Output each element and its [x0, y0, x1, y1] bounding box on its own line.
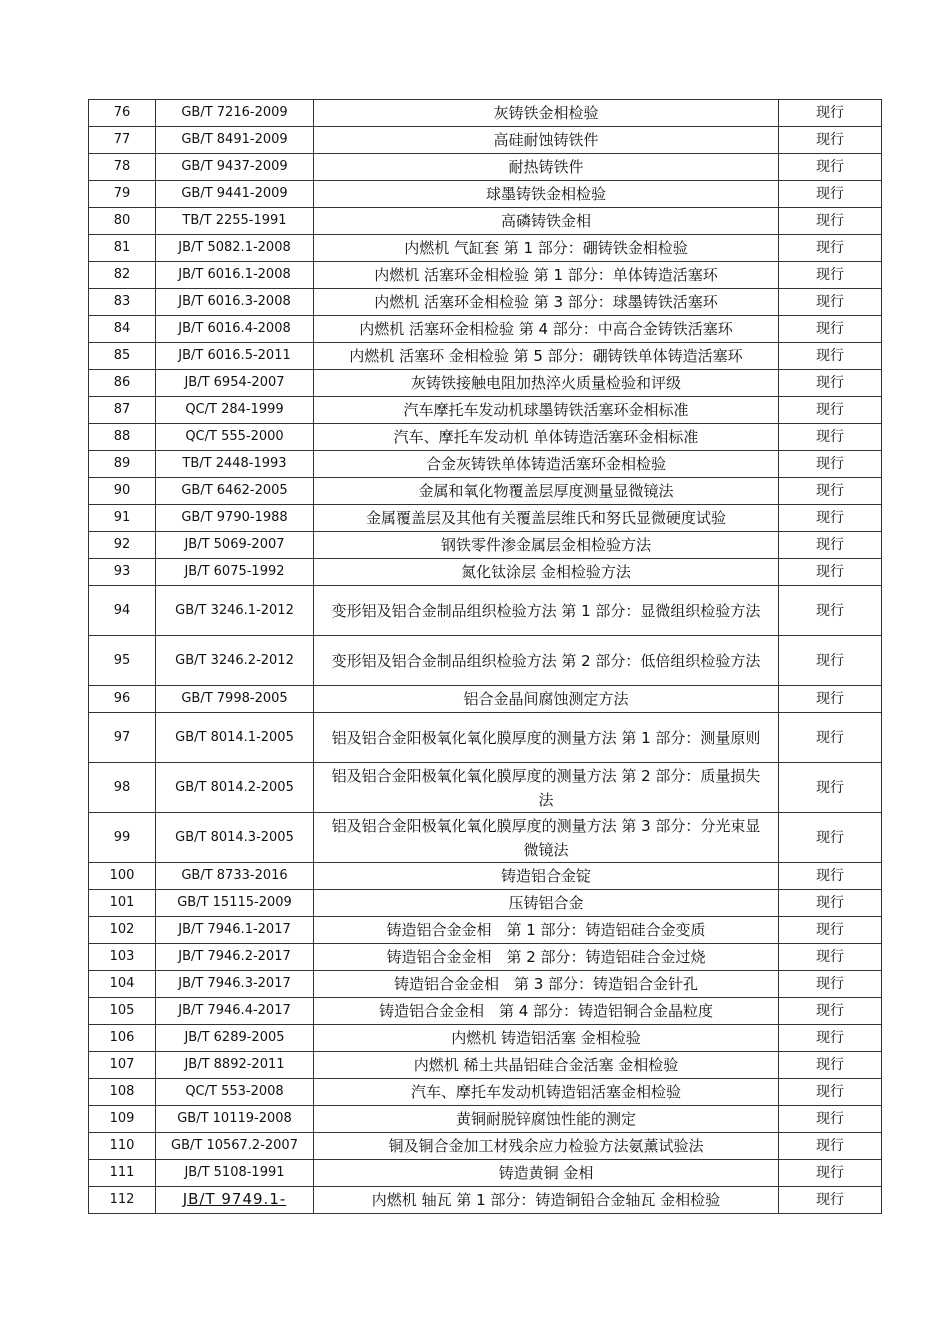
status-cell: 现行: [779, 397, 882, 424]
row-number: 112: [89, 1187, 156, 1214]
row-number: 111: [89, 1160, 156, 1187]
table-row: [89, 890, 882, 917]
row-number: 86: [89, 370, 156, 397]
row-number: 78: [89, 154, 156, 181]
standard-code: GB/T 10119-2008: [156, 1106, 314, 1133]
standard-code: JB/T 6016.3-2008: [156, 289, 314, 316]
status-cell: 现行: [779, 343, 882, 370]
table-row: [89, 424, 882, 451]
status-cell: 现行: [779, 713, 882, 763]
status-cell: 现行: [779, 763, 882, 813]
standard-code: GB/T 8014.1-2005: [156, 713, 314, 763]
table-row: [89, 478, 882, 505]
status-cell: 现行: [779, 1025, 882, 1052]
table-row: [89, 586, 882, 636]
standard-code: QC/T 555-2000: [156, 424, 314, 451]
row-number: 100: [89, 863, 156, 890]
row-number: 80: [89, 208, 156, 235]
standard-code: GB/T 8014.3-2005: [156, 813, 314, 863]
status-cell: 现行: [779, 813, 882, 863]
standard-code: JB/T 5069-2007: [156, 532, 314, 559]
standard-title: 汽车、摩托车发动机 单体铸造活塞环金相标准: [314, 424, 779, 451]
row-number: 87: [89, 397, 156, 424]
standard-title: 灰铸铁金相检验: [314, 100, 779, 127]
status-cell: 现行: [779, 559, 882, 586]
standards-table: [88, 99, 882, 1214]
status-cell: 现行: [779, 1106, 882, 1133]
row-number: 96: [89, 686, 156, 713]
table-row: [89, 559, 882, 586]
table-row: [89, 1106, 882, 1133]
standard-title: 金属覆盖层及其他有关覆盖层维氏和努氏显微硬度试验: [314, 505, 779, 532]
table-row: [89, 397, 882, 424]
row-number: 90: [89, 478, 156, 505]
status-cell: 现行: [779, 505, 882, 532]
status-cell: 现行: [779, 1160, 882, 1187]
table-row: [89, 208, 882, 235]
row-number: 91: [89, 505, 156, 532]
status-cell: 现行: [779, 686, 882, 713]
table-row: [89, 971, 882, 998]
status-cell: 现行: [779, 863, 882, 890]
standard-title: 氮化钛涂层 金相检验方法: [314, 559, 779, 586]
status-cell: 现行: [779, 998, 882, 1025]
table-row: [89, 532, 882, 559]
table-row: [89, 100, 882, 127]
standard-code: JB/T 6289-2005: [156, 1025, 314, 1052]
table-row: [89, 154, 882, 181]
standard-code: JB/T 6075-1992: [156, 559, 314, 586]
status-cell: 现行: [779, 208, 882, 235]
table-row: [89, 1187, 882, 1214]
row-number: 107: [89, 1052, 156, 1079]
standard-title: 铸造铝合金金相 第 2 部分：铸造铝硅合金过烧: [314, 944, 779, 971]
status-cell: 现行: [779, 890, 882, 917]
standard-code: GB/T 9437-2009: [156, 154, 314, 181]
row-number: 82: [89, 262, 156, 289]
standard-title: 铝及铝合金阳极氧化氧化膜厚度的测量方法 第 2 部分：质量损失法: [314, 763, 779, 813]
standard-title: 压铸铝合金: [314, 890, 779, 917]
standard-code: GB/T 8491-2009: [156, 127, 314, 154]
table-row: [89, 998, 882, 1025]
standard-title: 合金灰铸铁单体铸造活塞环金相检验: [314, 451, 779, 478]
table-row: [89, 1052, 882, 1079]
status-cell: 现行: [779, 971, 882, 998]
status-cell: 现行: [779, 100, 882, 127]
row-number: 98: [89, 763, 156, 813]
table-row: [89, 944, 882, 971]
row-number: 94: [89, 586, 156, 636]
standard-title: 铝合金晶间腐蚀测定方法: [314, 686, 779, 713]
table-row: [89, 813, 882, 863]
row-number: 97: [89, 713, 156, 763]
status-cell: 现行: [779, 370, 882, 397]
row-number: 103: [89, 944, 156, 971]
standard-code: GB/T 9790-1988: [156, 505, 314, 532]
status-cell: 现行: [779, 127, 882, 154]
standard-title: 铸造铝合金金相 第 4 部分：铸造铝铜合金晶粒度: [314, 998, 779, 1025]
table-row: [89, 917, 882, 944]
standard-title: 内燃机 轴瓦 第 1 部分：铸造铜铅合金轴瓦 金相检验: [314, 1187, 779, 1214]
standard-code: QC/T 284-1999: [156, 397, 314, 424]
row-number: 88: [89, 424, 156, 451]
standard-code: JB/T 5108-1991: [156, 1160, 314, 1187]
row-number: 85: [89, 343, 156, 370]
standard-title: 变形铝及铝合金制品组织检验方法 第 2 部分：低倍组织检验方法: [314, 636, 779, 686]
standard-title: 内燃机 活塞环 金相检验 第 5 部分：硼铸铁单体铸造活塞环: [314, 343, 779, 370]
table-row: [89, 127, 882, 154]
standard-code: GB/T 10567.2-2007: [156, 1133, 314, 1160]
standard-title: 变形铝及铝合金制品组织检验方法 第 1 部分：显微组织检验方法: [314, 586, 779, 636]
status-cell: 现行: [779, 451, 882, 478]
row-number: 110: [89, 1133, 156, 1160]
standard-code: GB/T 6462-2005: [156, 478, 314, 505]
row-number: 79: [89, 181, 156, 208]
table-row: [89, 763, 882, 813]
table-row: [89, 289, 882, 316]
standard-code: GB/T 8014.2-2005: [156, 763, 314, 813]
status-cell: 现行: [779, 532, 882, 559]
table-row: [89, 262, 882, 289]
status-cell: 现行: [779, 636, 882, 686]
standard-code: QC/T 553-2008: [156, 1079, 314, 1106]
standard-title: 汽车摩托车发动机球墨铸铁活塞环金相标准: [314, 397, 779, 424]
standard-title: 内燃机 稀土共晶铝硅合金活塞 金相检验: [314, 1052, 779, 1079]
row-number: 106: [89, 1025, 156, 1052]
standard-code: JB/T 7946.2-2017: [156, 944, 314, 971]
table-row: [89, 1025, 882, 1052]
standard-code: JB/T 6016.4-2008: [156, 316, 314, 343]
table-row: [89, 713, 882, 763]
standard-title: 球墨铸铁金相检验: [314, 181, 779, 208]
standard-title: 铸造铝合金金相 第 3 部分：铸造铝合金针孔: [314, 971, 779, 998]
standard-title: 内燃机 气缸套 第 1 部分：硼铸铁金相检验: [314, 235, 779, 262]
standards-table-body: [89, 100, 882, 1214]
standard-title: 铸造铝合金锭: [314, 863, 779, 890]
table-row: [89, 505, 882, 532]
standard-code: JB/T 6954-2007: [156, 370, 314, 397]
table-row: [89, 1160, 882, 1187]
row-number: 95: [89, 636, 156, 686]
table-row: [89, 370, 882, 397]
row-number: 99: [89, 813, 156, 863]
standard-title: 高硅耐蚀铸铁件: [314, 127, 779, 154]
standard-code: GB/T 9441-2009: [156, 181, 314, 208]
standard-code: JB/T 6016.1-2008: [156, 262, 314, 289]
row-number: 83: [89, 289, 156, 316]
status-cell: 现行: [779, 262, 882, 289]
status-cell: 现行: [779, 424, 882, 451]
row-number: 89: [89, 451, 156, 478]
status-cell: 现行: [779, 1079, 882, 1106]
standard-title: 内燃机 活塞环金相检验 第 1 部分：单体铸造活塞环: [314, 262, 779, 289]
table-row: [89, 451, 882, 478]
standard-title: 钢铁零件渗金属层金相检验方法: [314, 532, 779, 559]
standard-code: JB/T 5082.1-2008: [156, 235, 314, 262]
status-cell: 现行: [779, 181, 882, 208]
standard-code[interactable]: [156, 1187, 314, 1214]
table-row: [89, 636, 882, 686]
standard-code: GB/T 3246.2-2012: [156, 636, 314, 686]
row-number: 109: [89, 1106, 156, 1133]
standard-code: GB/T 3246.1-2012: [156, 586, 314, 636]
standard-code: GB/T 7216-2009: [156, 100, 314, 127]
standard-code: GB/T 7998-2005: [156, 686, 314, 713]
standard-code: JB/T 8892-2011: [156, 1052, 314, 1079]
status-cell: 现行: [779, 1133, 882, 1160]
standard-title: 铝及铝合金阳极氧化氧化膜厚度的测量方法 第 1 部分：测量原则: [314, 713, 779, 763]
row-number: 76: [89, 100, 156, 127]
standard-title: 黄铜耐脱锌腐蚀性能的测定: [314, 1106, 779, 1133]
status-cell: 现行: [779, 1187, 882, 1214]
standard-code: TB/T 2255-1991: [156, 208, 314, 235]
table-row: [89, 343, 882, 370]
standard-title: 汽车、摩托车发动机铸造铝活塞金相检验: [314, 1079, 779, 1106]
standard-code: JB/T 7946.4-2017: [156, 998, 314, 1025]
table-row: [89, 863, 882, 890]
table-row: [89, 181, 882, 208]
standard-title: 内燃机 铸造铝活塞 金相检验: [314, 1025, 779, 1052]
row-number: 105: [89, 998, 156, 1025]
status-cell: 现行: [779, 154, 882, 181]
row-number: 77: [89, 127, 156, 154]
status-cell: 现行: [779, 944, 882, 971]
standard-title: 内燃机 活塞环金相检验 第 3 部分：球墨铸铁活塞环: [314, 289, 779, 316]
standard-title: 金属和氧化物覆盖层厚度测量显微镜法: [314, 478, 779, 505]
standard-code: GB/T 8733-2016: [156, 863, 314, 890]
table-row: [89, 686, 882, 713]
row-number: 81: [89, 235, 156, 262]
standard-title: 高磷铸铁金相: [314, 208, 779, 235]
standard-title: 铸造铝合金金相 第 1 部分：铸造铝硅合金变质: [314, 917, 779, 944]
standard-title: 铜及铜合金加工材残余应力检验方法氨薰试验法: [314, 1133, 779, 1160]
standard-title: 耐热铸铁件: [314, 154, 779, 181]
standard-code: TB/T 2448-1993: [156, 451, 314, 478]
standard-title: 铝及铝合金阳极氧化氧化膜厚度的测量方法 第 3 部分：分光束显微镜法: [314, 813, 779, 863]
row-number: 101: [89, 890, 156, 917]
status-cell: 现行: [779, 1052, 882, 1079]
status-cell: 现行: [779, 478, 882, 505]
row-number: 104: [89, 971, 156, 998]
status-cell: 现行: [779, 917, 882, 944]
standard-title: 灰铸铁接触电阻加热淬火质量检验和评级: [314, 370, 779, 397]
table-row: [89, 316, 882, 343]
table-row: [89, 1079, 882, 1106]
status-cell: 现行: [779, 235, 882, 262]
standard-code-link[interactable]: JB/T 9749.1-: [182, 1190, 287, 1208]
standard-code: JB/T 6016.5-2011: [156, 343, 314, 370]
status-cell: 现行: [779, 316, 882, 343]
standard-code: JB/T 7946.3-2017: [156, 971, 314, 998]
row-number: 108: [89, 1079, 156, 1106]
standard-title: 内燃机 活塞环金相检验 第 4 部分：中高合金铸铁活塞环: [314, 316, 779, 343]
status-cell: 现行: [779, 289, 882, 316]
standard-code: GB/T 15115-2009: [156, 890, 314, 917]
standard-title: 铸造黄铜 金相: [314, 1160, 779, 1187]
table-row: [89, 1133, 882, 1160]
status-cell: 现行: [779, 586, 882, 636]
standard-code: JB/T 7946.1-2017: [156, 917, 314, 944]
row-number: 93: [89, 559, 156, 586]
row-number: 92: [89, 532, 156, 559]
row-number: 102: [89, 917, 156, 944]
row-number: 84: [89, 316, 156, 343]
table-row: [89, 235, 882, 262]
